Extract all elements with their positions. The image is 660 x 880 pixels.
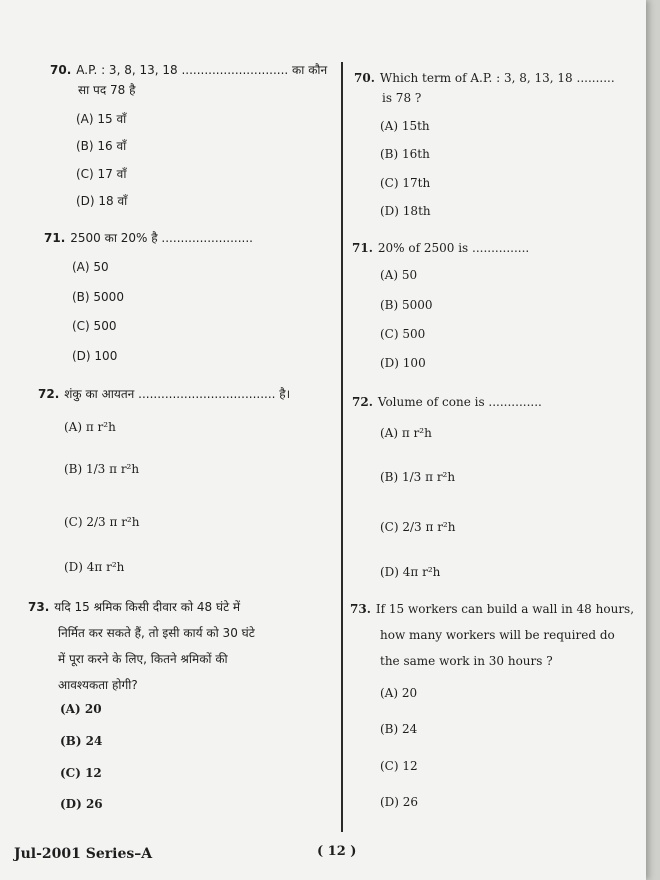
option-70c-hindi: (C) 17 वाँ (76, 167, 127, 181)
option-71d-hindi: (D) 100 (72, 349, 118, 363)
option-73c-english: (C) 12 (380, 759, 418, 773)
option-72a-hindi: (A) π r²h (64, 420, 116, 434)
option-73d-english: (D) 26 (380, 795, 419, 809)
option-72d-english: (D) 4π r²h (380, 565, 441, 579)
series-label: Jul-2001 Series–A (14, 846, 153, 862)
option-70c-english: (C) 17th (380, 176, 431, 190)
option-71a-hindi: (A) 50 (72, 260, 109, 274)
option-72b-hindi: (B) 1/3 π r²h (64, 462, 140, 476)
option-71b-english: (B) 5000 (380, 298, 433, 312)
option-70b-english: (B) 16th (380, 147, 430, 161)
option-70a-english: (A) 15th (380, 119, 430, 133)
question-72-english: 72. Volume of cone is .............. (352, 395, 542, 409)
option-71d-english: (D) 100 (380, 356, 426, 370)
option-73a-hindi: (A) 20 (60, 702, 102, 716)
option-73a-english: (A) 20 (380, 686, 418, 700)
option-70d-hindi: (D) 18 वाँ (76, 194, 128, 208)
option-70d-english: (D) 18th (380, 204, 431, 218)
option-71b-hindi: (B) 5000 (72, 290, 124, 304)
option-73b-english: (B) 24 (380, 722, 418, 736)
question-71-hindi: 71. 2500 का 20% है ........................ (44, 231, 253, 245)
option-72b-english: (B) 1/3 π r²h (380, 470, 456, 484)
option-72d-hindi: (D) 4π r²h (64, 560, 125, 574)
option-71c-english: (C) 500 (380, 327, 426, 341)
page-number: ( 12 ) (317, 844, 357, 859)
option-72c-hindi: (C) 2/3 π r²h (64, 515, 140, 529)
option-73b-hindi: (B) 24 (60, 734, 103, 748)
option-72c-english: (C) 2/3 π r²h (380, 520, 456, 534)
question-70-hindi: 70. A.P. : 3, 8, 13, 18 ............................ का कौन सा पद 78 है (50, 63, 328, 97)
column-divider (341, 62, 343, 832)
option-70a-hindi: (A) 15 वाँ (76, 112, 127, 126)
option-72a-english: (A) π r²h (380, 426, 432, 440)
question-73-english: 73. If 15 workers can build a wall in 48 hours, how many workers will be required do the same work in 30 hours ? (350, 602, 635, 668)
option-70b-hindi: (B) 16 वाँ (76, 139, 127, 153)
option-73d-hindi: (D) 26 (60, 797, 103, 811)
option-71c-hindi: (C) 500 (72, 319, 117, 333)
question-73-hindi: 73. यदि 15 श्रमिक किसी दीवार को 48 घंटे में निर्मित कर सकते हैं, तो इसी कार्य को 30 घंटे में पूरा करने के लिए, कितने श्रमिकों की आवश्यकता होगी? (28, 600, 255, 692)
question-71-english: 71. 20% of 2500 is ............... (352, 241, 530, 255)
question-70-english: 70. Which term of A.P. : 3, 8, 13, 18 .......... is 78 ? (354, 71, 615, 105)
question-72-hindi: 72. शंकु का आयतन .................................... है। (38, 387, 291, 401)
option-71a-english: (A) 50 (380, 268, 418, 282)
option-73c-hindi: (C) 12 (60, 766, 102, 780)
